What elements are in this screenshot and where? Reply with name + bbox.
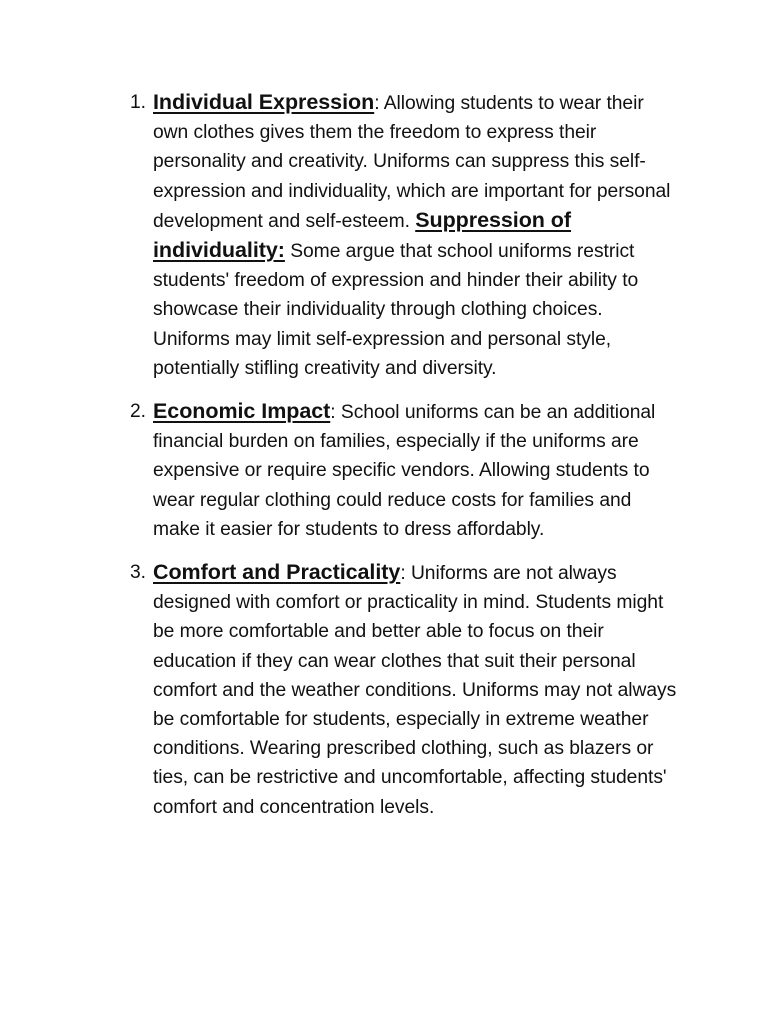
sub-heading: Suppression of individuality: bbox=[153, 207, 572, 263]
item-text: Uniforms are not always designed with comfort or practicality in mind. Students might be more comfortable and better able to focus on their education if they can wear clothes that suit their personal comfort and the weather conditions. Uniforms may not always be comfortable for students, especially in extreme weather conditions. Wearing prescribed clothing, such as blazers or ties, can be restrictive and uncomfortable, affecting students' comfort and concentration levels. bbox=[153, 563, 677, 818]
numbered-list bbox=[126, 88, 678, 836]
list-number: 1. bbox=[130, 92, 146, 113]
item-heading: Individual Expression bbox=[153, 90, 375, 114]
heading-separator: : bbox=[400, 563, 411, 585]
heading-separator: : bbox=[330, 402, 341, 424]
sub-text: Some argue that school uniforms restrict students' freedom of expression and hinder their ability to showcase their individuality through clothing choices. Uniforms may limit self-expression and personal style, potentially stifling creativity and diversity. bbox=[153, 241, 639, 379]
item-text: Allowing students to wear their own clothes gives them the freedom to express their personality and creativity. Uniforms can suppress this self-expression and individuality, which are important for personal development and self-esteem. bbox=[153, 93, 671, 232]
list-number: 2. bbox=[130, 401, 146, 423]
heading-separator: : bbox=[374, 93, 384, 114]
list-item-individual-expression bbox=[126, 88, 678, 383]
list-item-comfort-and-practicality bbox=[126, 558, 678, 822]
list-item-economic-impact bbox=[126, 397, 678, 544]
item-heading: Economic Impact bbox=[153, 399, 331, 424]
item-text: School uniforms can be an additional financial burden on families, especially if the uniforms are expensive or require specific vendors. Allowing students to wear regular clothing could reduce costs for families and make it easier for students to dress affordably. bbox=[153, 402, 656, 540]
item-heading: Comfort and Practicality bbox=[153, 560, 401, 585]
list-number: 3. bbox=[130, 562, 146, 584]
